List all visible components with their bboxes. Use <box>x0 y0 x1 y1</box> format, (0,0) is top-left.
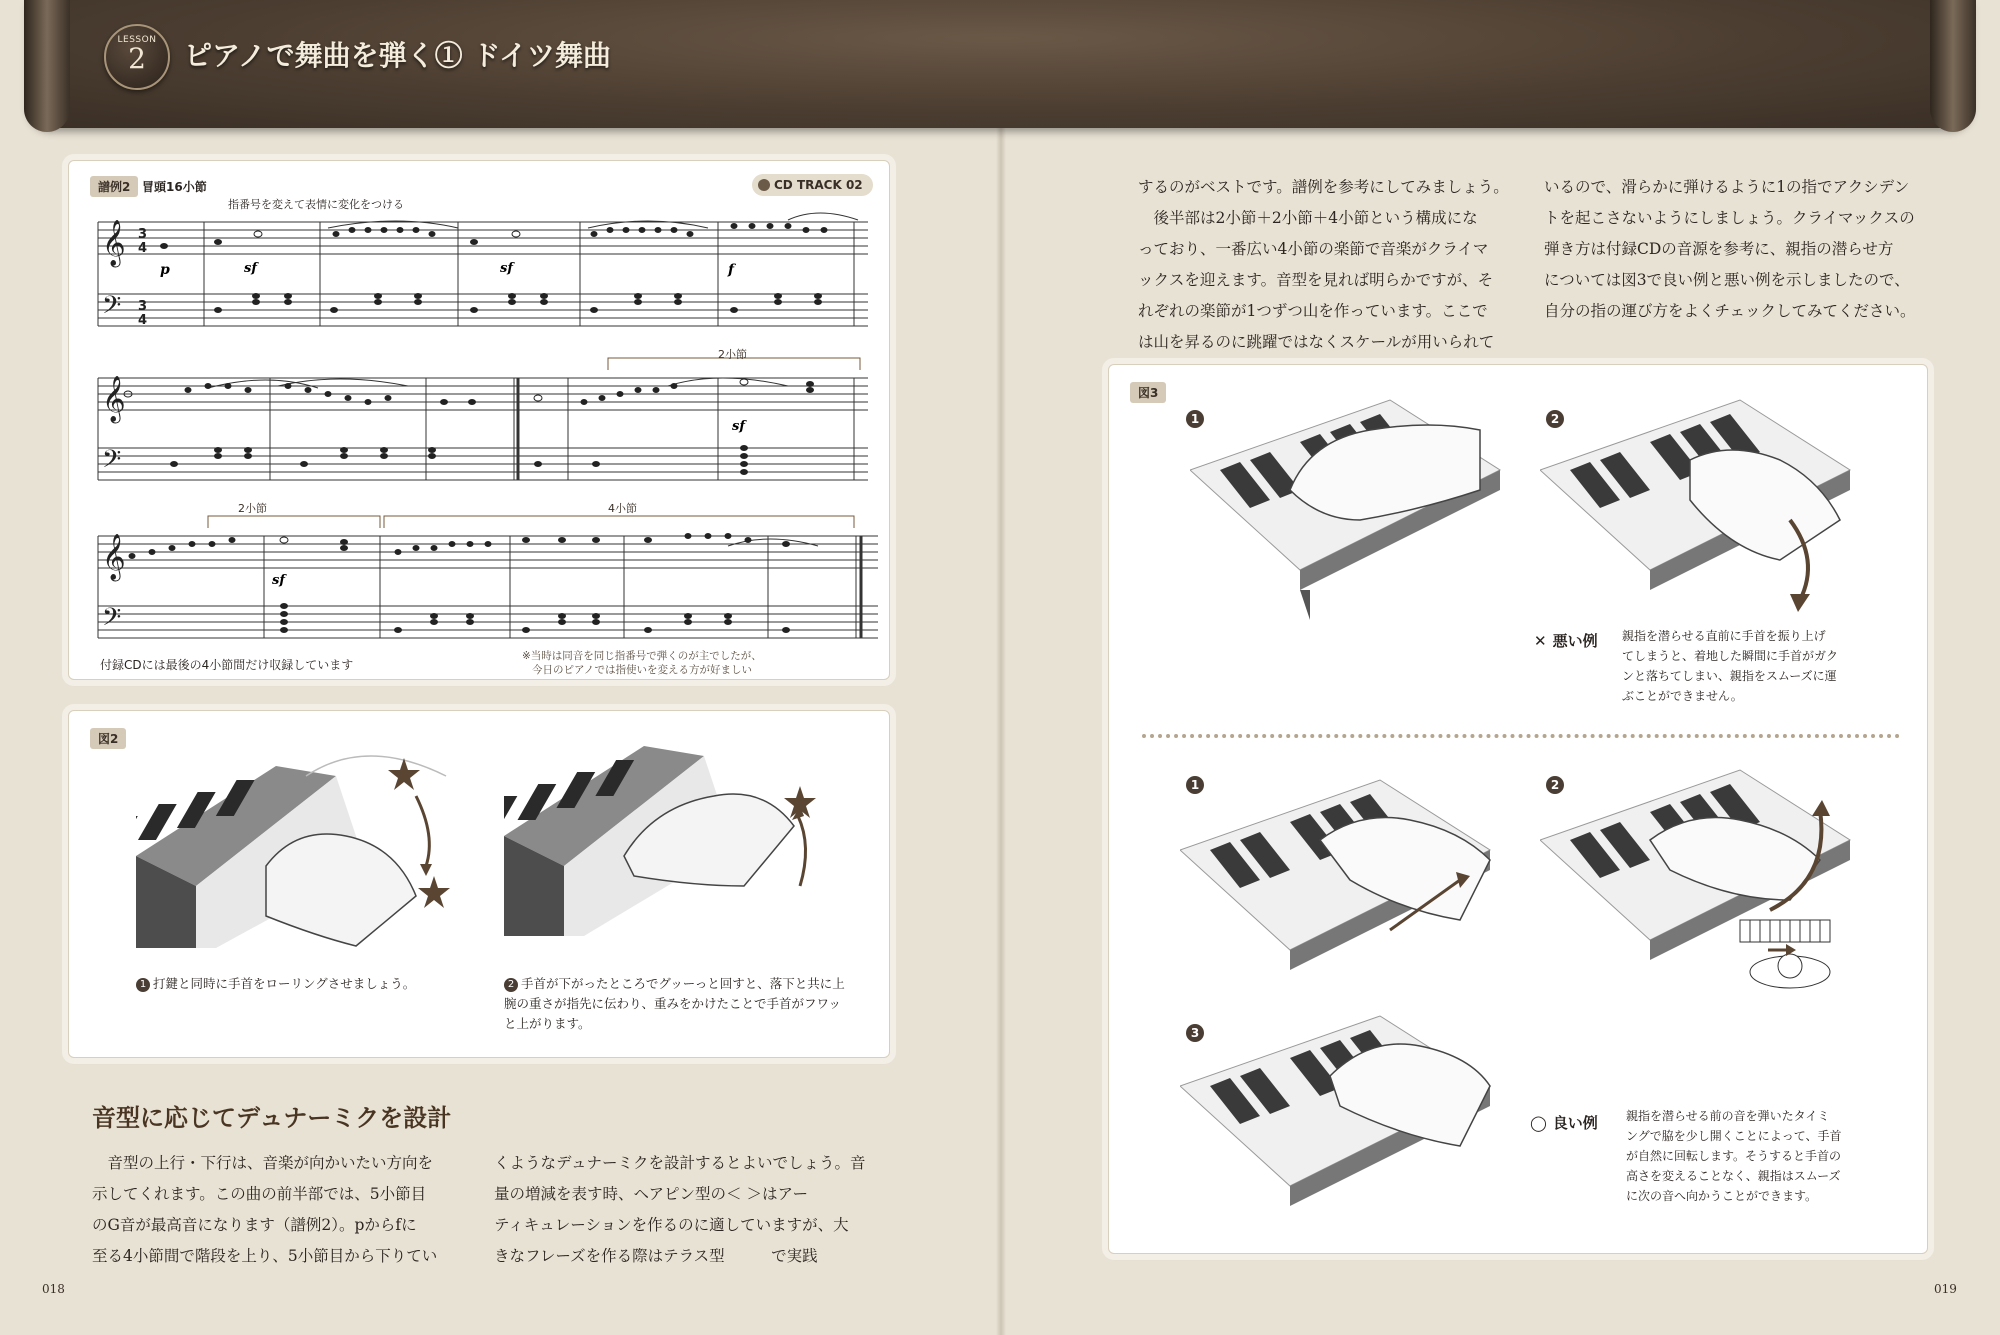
lesson-number: 2 <box>128 42 146 75</box>
cd-icon <box>758 179 770 191</box>
section-heading: 音型に応じてデュナーミクを設計 <box>92 1104 452 1132</box>
example-title: 冒頭16小節 <box>142 180 207 194</box>
good-desc-line-4: 高さを変えることなく、親指はスムーズ <box>1626 1169 1841 1183</box>
good-desc-line-5: に次の音へ向かうことができます。 <box>1626 1189 1818 1203</box>
svg-text:𝄞: 𝄞 <box>102 220 126 266</box>
good-label-text: 良い例 <box>1552 1114 1598 1132</box>
figure-2-caption-2 <box>504 974 864 1034</box>
score-notation <box>88 200 878 640</box>
cd-track-badge <box>752 174 873 196</box>
good-example-label <box>1530 1112 1598 1133</box>
caption-1-number: 1 <box>136 978 150 992</box>
right-col2-line-3: 弾き方は付録CDの音源を参考に、親指の潜らせ方 <box>1544 240 1894 258</box>
figure-3-tag: 図3 <box>1130 382 1166 403</box>
caption-2-line-1: 手首が下がったところでグッーっと回すと、落下と共に上 <box>521 976 845 991</box>
bad-desc-line-1: 親指を潜らせる直前に手首を振り上げ <box>1622 629 1826 643</box>
figure-2-illustration-1 <box>136 736 466 958</box>
fig3-step-good-1: 1 <box>1186 776 1204 794</box>
svg-text:3: 3 <box>138 299 148 314</box>
header-scroll-curl-left <box>24 0 70 132</box>
good-desc-line-1: 親指を潜らせる前の音を弾いたタイミ <box>1626 1109 1830 1123</box>
right-body-col-2 <box>1544 172 1944 327</box>
header-scroll-curl-right <box>1930 0 1976 132</box>
right-col2-line-5: 自分の指の運び方をよくチェックしてみてください。 <box>1544 302 1916 320</box>
dyn-sf-2: sf <box>500 261 513 276</box>
caption-2-number: 2 <box>504 978 518 992</box>
right-col1-line-5: れぞれの楽節が1つずつ山を作っています。ここで <box>1138 302 1488 320</box>
left-col2-line-1: くようなデュナーミクを設計するとよいでしょう。音 <box>494 1154 866 1172</box>
fig3-bad-illustration-2 <box>1540 390 1870 630</box>
fig3-step-good-2: 2 <box>1546 776 1564 794</box>
svg-text:4: 4 <box>138 241 148 256</box>
bad-desc-line-3: ンと落ちてしまい、親指をスムーズに運 <box>1622 669 1837 683</box>
right-body-col-1 <box>1138 172 1518 358</box>
right-col2-line-2: トを起こさないようにしましょう。クライマックスの <box>1544 209 1915 227</box>
fig3-good-illustration-2 <box>1540 760 1870 1000</box>
phrase-label-2bars-b: 2小節 <box>238 502 267 515</box>
good-example-desc <box>1626 1106 1856 1206</box>
good-mark-icon: ◯ <box>1530 1114 1547 1132</box>
right-col1-line-4: ックスを迎えます。音型を見れば明らかですが、そ <box>1138 271 1494 289</box>
left-col1-line-1: 音型の上行・下行は、音楽が向かいたい方向を <box>92 1154 434 1172</box>
left-col2-line-3: ティキュレーションを作るのに適していますが、大 <box>494 1216 849 1234</box>
caption-2-line-3: と上がります。 <box>504 1016 591 1031</box>
dyn-f: f <box>728 262 735 278</box>
score-footer-right-2: 今日のピアノでは指使いを変える方が好ましい <box>532 664 752 676</box>
svg-text:𝄢: 𝄢 <box>102 603 122 638</box>
fig3-good-illustration-3 <box>1180 1006 1510 1236</box>
figure-3-divider <box>1142 734 1900 738</box>
phrase-label-2bars-a: 2小節 <box>718 348 747 361</box>
lesson-label: LESSON <box>117 35 157 45</box>
svg-text:𝄞: 𝄞 <box>102 534 126 580</box>
left-col2-line-2: 量の増減を表す時、ヘアピン型の＜ ＞はアー <box>494 1185 808 1203</box>
left-body-col-2 <box>494 1148 874 1272</box>
dyn-sf-3: sf <box>732 419 745 434</box>
fingering-annotation: 指番号を変えて表情に変化をつける <box>228 198 404 211</box>
score-footer-right-1: ※当時は同音を同じ指番号で弾くのが主でしたが、 <box>522 650 762 662</box>
right-col2-line-4: については図3で良い例と悪い例を示しましたので、 <box>1544 271 1910 289</box>
fig3-good-illustration-1 <box>1180 760 1510 990</box>
system-3 <box>98 536 878 638</box>
right-col1-line-3: っており、一番広い4小節の楽節で音楽がクライマ <box>1138 240 1489 258</box>
bad-desc-line-4: ぶことができません。 <box>1622 689 1743 703</box>
dyn-sf-1: sf <box>244 261 257 276</box>
right-col2-line-1: いるので、滑らかに弾けるように1の指でアクシデン <box>1544 178 1910 196</box>
left-body-col-1 <box>92 1148 462 1272</box>
right-col1-line-2: 後半部は2小節＋2小節＋4小節という構成にな <box>1138 209 1478 227</box>
cd-track-label: CD TRACK 02 <box>774 178 863 192</box>
fig3-step-bad-2: 2 <box>1546 410 1564 428</box>
fig3-step-good-3: 3 <box>1186 1024 1204 1042</box>
bad-example-desc <box>1622 626 1852 706</box>
dyn-p: p <box>160 262 170 278</box>
dyn-sf-4: sf <box>272 573 285 588</box>
score-footer-left: 付録CDには最後の4小節間だけ収録しています <box>100 658 354 672</box>
figure-2-caption-1 <box>136 974 466 994</box>
bad-mark-icon: ✕ <box>1534 632 1547 650</box>
phrase-label-4bars: 4小節 <box>608 502 637 515</box>
svg-text:𝄞: 𝄞 <box>102 376 126 422</box>
lesson-badge <box>104 24 170 90</box>
page-number-right: 019 <box>1934 1282 1957 1296</box>
page-number-left: 018 <box>42 1282 65 1296</box>
caption-2-line-2: 腕の重さが指先に伝わり、重みをかけたことで手首がフワッ <box>504 996 841 1011</box>
figure-2-tag: 図2 <box>90 728 126 749</box>
caption-1-text: 打鍵と同時に手首をローリングさせましょう。 <box>153 976 416 991</box>
figure-2-illustration-2 <box>504 736 834 958</box>
example-tag: 譜例2 <box>90 176 138 197</box>
good-desc-line-2: ングで脇を少し開くことによって、手首 <box>1626 1129 1842 1143</box>
fig3-step-bad-1: 1 <box>1186 410 1204 428</box>
left-col2-line-4: きなフレーズを作る際はテラス型 で実践 <box>494 1247 818 1265</box>
spread-gutter <box>996 0 1006 1335</box>
left-col1-line-4: 至る4小節間で階段を上り、5小節目から下りてい <box>92 1247 438 1265</box>
left-col1-line-3: のG音が最高音になります（譜例2）。pからfに <box>92 1216 417 1234</box>
svg-text:𝄢: 𝄢 <box>102 291 122 326</box>
bad-example-label <box>1534 630 1598 651</box>
svg-text:4: 4 <box>138 313 148 328</box>
good-desc-line-3: が自然に回転します。そうすると手首の <box>1626 1149 1842 1163</box>
right-col1-line-6: は山を昇るのに跳躍ではなくスケールが用いられて <box>1138 333 1495 351</box>
bad-desc-line-2: てしまうと、着地した瞬間に手首がガク <box>1622 649 1839 663</box>
right-col1-line-1: するのがベストです。譜例を参考にしてみましょう。 <box>1138 178 1509 196</box>
svg-text:3: 3 <box>138 227 148 242</box>
system-1 <box>98 222 868 326</box>
svg-text:𝄢: 𝄢 <box>102 445 122 480</box>
left-col1-line-2: 示してくれます。この曲の前半部では、5小節目 <box>92 1185 427 1203</box>
system-2 <box>98 378 868 480</box>
page-title: ピアノで舞曲を弾く① ドイツ舞曲 <box>184 39 611 72</box>
fig3-bad-illustration-1 <box>1190 390 1510 620</box>
bad-label-text: 悪い例 <box>1552 632 1598 650</box>
